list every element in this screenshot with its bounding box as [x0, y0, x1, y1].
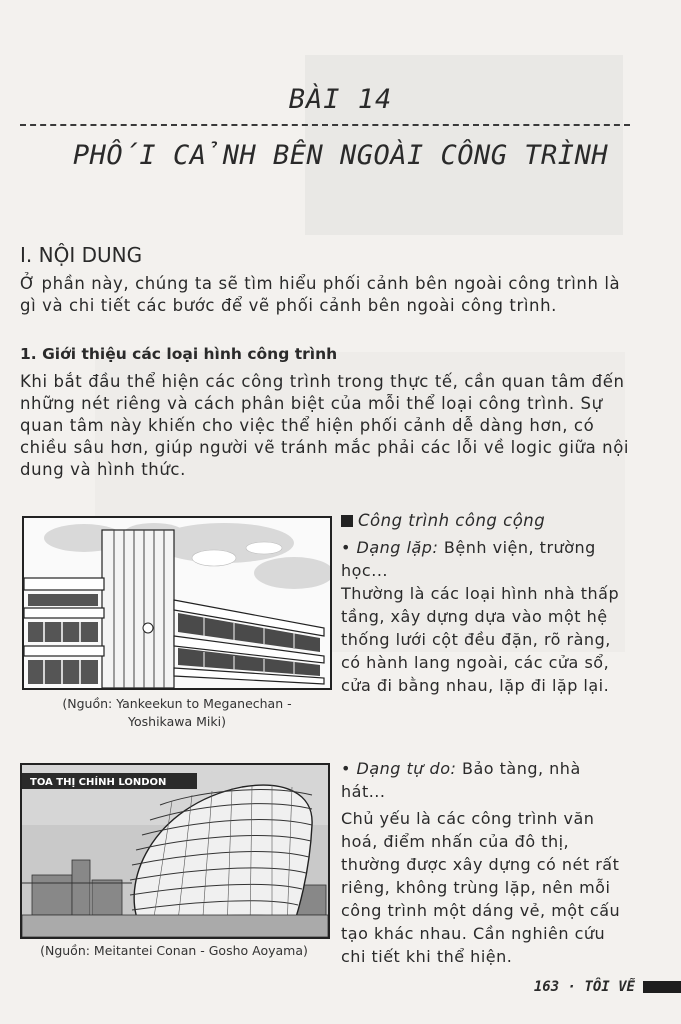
fixed-type-examples: Bệnh viện, trường học... — [341, 538, 596, 580]
lesson-number: BÀI 14 — [288, 84, 393, 115]
intro-paragraph: Ở phần này, chúng ta sẽ tìm hiểu phối cảnh bên ngoài công trình là gì và chi tiết các bước để vẽ phối cảnh bên ngoài công trình. — [20, 274, 621, 315]
public-works-heading: Công trình công cộng — [341, 509, 626, 532]
free-type-description: Chủ yếu là các công trình văn hoá, điểm nhấn của đô thị, thường được xây dựng có nét rất riêng, không trùng lặp, nên mỗi công trình một dáng vẻ, một cấu tạo khác nhau. Cần nghiên cứu chi tiết khi thể hiện. — [341, 809, 621, 966]
figure1-caption — [22, 695, 332, 731]
figure1-caption-line2: Yoshikawa Miki) — [128, 714, 226, 729]
free-type-line — [341, 757, 626, 803]
public-works-section — [341, 509, 626, 697]
free-type-section — [341, 757, 626, 968]
figure2-label: TOA THỊ CHÍNH LONDON — [30, 777, 167, 788]
free-type-label: • Dạng tự do: — [341, 759, 457, 778]
fixed-type-label: • Dạng lặp: — [341, 538, 439, 557]
london-city-hall-illustration — [20, 763, 330, 939]
square-bullet-icon — [341, 515, 353, 527]
subsection-body: Khi bắt đầu thể hiện các công trình trong thực tế, cần quan tâm đến những nét riêng và cách phân biệt của mỗi thể loại công trình. Sự quan tâm này khiến cho việc thể hiện phối cảnh dễ dàng hơn, có chiều sâu hơn, giúp người vẽ tránh mắc phải các lỗi về logic giữa nội dung và hình thức. — [20, 372, 630, 479]
footer-bar — [643, 981, 681, 993]
fixed-type-description: Thường là các loại hình nhà thấp tầng, xây dựng dựa vào một hệ thống lưới cột đều đặn, rõ ràng, có hành lang ngoài, các cửa sổ, cửa đi bằng nhau, lặp đi lặp lại. — [341, 584, 620, 695]
lesson-title: PHỐI CẢNH BÊN NGOÀI CÔNG TRÌNH — [72, 140, 609, 171]
figure2-caption: (Nguồn: Meitantei Conan - Gosho Aoyama) — [40, 943, 308, 958]
section-heading: I. NỘI DUNG — [20, 243, 143, 267]
school-building-illustration — [22, 516, 332, 690]
divider — [20, 124, 630, 126]
free-type-examples: Bảo tàng, nhà hát... — [341, 759, 581, 801]
fixed-type-line — [341, 536, 626, 582]
subsection-heading: 1. Giới thiệu các loại hình công trình — [20, 345, 338, 363]
page-number: 163 · TÔI VẼ — [533, 979, 635, 995]
page-footer — [534, 979, 681, 995]
figure1-caption-line1: (Nguồn: Yankeekun to Meganechan - — [62, 696, 292, 711]
